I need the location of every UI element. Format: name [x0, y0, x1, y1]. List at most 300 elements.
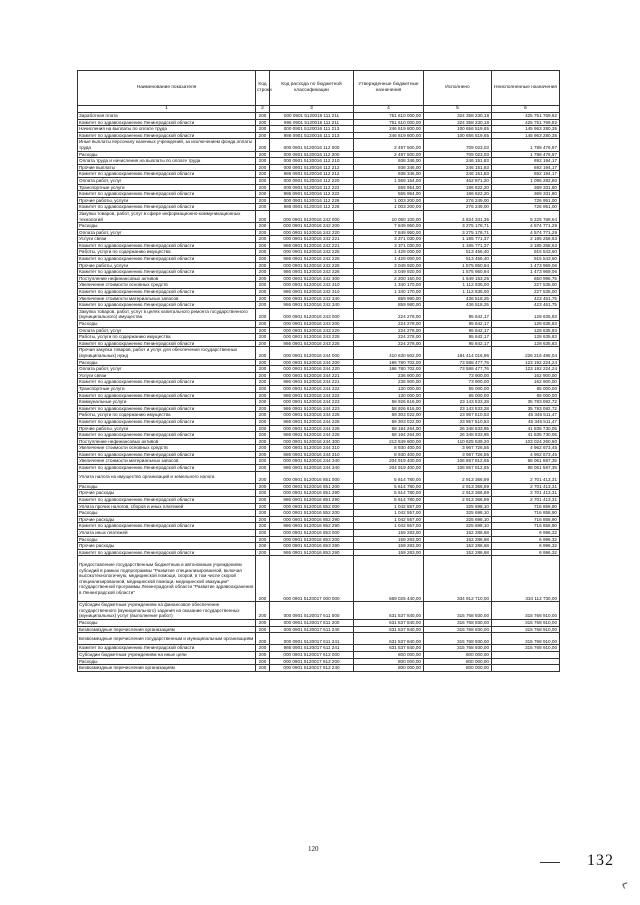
- row-executed-cell: 2 913 366,69: [424, 471, 492, 483]
- row-name-cell: Комитет по здравоохранению Ленинградской области: [78, 256, 256, 263]
- row-code-cell: 200: [256, 164, 270, 171]
- header-approved: Утвержденные бюджетные назначения: [354, 71, 424, 106]
- table-row: [78, 275, 560, 282]
- row-executed-cell: 513 456,40: [424, 256, 492, 263]
- table-row: [78, 412, 560, 419]
- row-name-cell: Работы, услуги по содержанию имущества: [78, 412, 256, 419]
- row-executed-cell: 324 358 230,18: [424, 119, 492, 126]
- row-kbk-cell: 986 0901 5120016 852 290: [270, 523, 354, 530]
- row-executed-cell: 26 348 533,95: [424, 425, 492, 432]
- row-executed-cell: 436 518,25: [424, 295, 492, 302]
- table-header-row: [78, 71, 560, 106]
- row-executed-cell: 276 249,00: [424, 204, 492, 211]
- row-unexecuted-cell: 4 574 771,29: [492, 229, 560, 236]
- row-code-cell: 200: [256, 530, 270, 537]
- row-kbk-cell: 986 0901 5120016 244 223: [270, 405, 354, 412]
- row-kbk-cell: 000 0901 5120016 243 220: [270, 327, 354, 334]
- row-name-cell: Транспортные услуги: [78, 184, 256, 191]
- row-kbk-cell: 986 0901 5120016 244 226: [270, 432, 354, 439]
- row-name-cell: Расходы: [78, 536, 256, 543]
- row-approved-cell: 3 049 920,00: [354, 269, 424, 276]
- table-row: [78, 236, 560, 243]
- divider: [540, 862, 560, 863]
- row-unexecuted-cell: 716 858,90: [492, 516, 560, 523]
- row-unexecuted-cell: 45 345 511,47: [492, 412, 560, 419]
- table-row: [78, 432, 560, 439]
- table-row: [78, 523, 560, 530]
- row-kbk-cell: 000 0901 5120016 244 310: [270, 445, 354, 452]
- table-row: [78, 191, 560, 198]
- table-row: [78, 399, 560, 406]
- row-code-cell: 200: [256, 191, 270, 198]
- row-approved-cell: 800 000,00: [354, 665, 424, 672]
- row-kbk-cell: 000 0901 5120017 611 241: [270, 633, 354, 645]
- row-kbk-cell: 000 0901 5120016 244 220: [270, 366, 354, 373]
- table-row: [78, 490, 560, 497]
- row-code-cell: 200: [256, 132, 270, 139]
- row-executed-cell: 186 622,20: [424, 191, 492, 198]
- row-name-cell: Работы, услуги по содержанию имущества: [78, 249, 256, 256]
- row-kbk-cell: 000 0901 5120017 612 000: [270, 651, 354, 658]
- row-executed-cell: 95 642,17: [424, 308, 492, 320]
- row-kbk-cell: 000 0901 5120016 244 221: [270, 372, 354, 379]
- row-approved-cell: 669 025 440,00: [354, 556, 424, 602]
- row-approved-cell: 1 429 000,00: [354, 249, 424, 256]
- table-row: [78, 543, 560, 550]
- row-name-cell: Оплата работ, услуг: [78, 177, 256, 184]
- row-kbk-cell: 986 0901 5120017 611 241: [270, 645, 354, 652]
- row-name-cell: Безвозмездные перечисления государственным и муниципальным организациям: [78, 633, 256, 645]
- row-executed-cell: 110 825 539,20: [424, 438, 492, 445]
- row-kbk-cell: 986 0901 5120016 112 212: [270, 171, 354, 178]
- row-code-cell: 200: [256, 418, 270, 425]
- row-name-cell: Комитет по здравоохранению Ленинградской области: [78, 269, 256, 276]
- row-name-cell: Комитет по здравоохранению Ленинградской области: [78, 171, 256, 178]
- row-unexecuted-cell: 726 951,00: [492, 204, 560, 211]
- row-code-cell: 200: [256, 158, 270, 165]
- row-name-cell: Предоставление государственным бюджетным и автономным учреждениям субсидий в рамках подпрограммы "Развитие специализированной, включая высокотехнологичную, медицинской помощи, скорой, в том числе скорой специализированной, медицинской помощи, медицинской эвакуации" государственной программы Ленинградской области "Развитие здравоохранения в Ленинградской области": [78, 556, 256, 602]
- row-executed-cell: 2 913 366,69: [424, 497, 492, 504]
- row-name-cell: Расходы: [78, 359, 256, 366]
- table-row: [78, 126, 560, 133]
- row-approved-cell: 246 619 800,00: [354, 126, 424, 133]
- row-executed-cell: 315 768 930,00: [424, 626, 492, 633]
- table-row: [78, 119, 560, 126]
- table-row: [78, 151, 560, 158]
- row-approved-cell: 7 849 950,00: [354, 229, 424, 236]
- table-row: [78, 327, 560, 334]
- row-approved-cell: 2 497 500,00: [354, 151, 424, 158]
- row-kbk-cell: 986 0901 5120016 242 225: [270, 256, 354, 263]
- row-executed-cell: 3 967 726,55: [424, 445, 492, 452]
- row-unexecuted-cell: 65 000,00: [492, 385, 560, 392]
- row-executed-cell: 800 000,00: [424, 665, 492, 672]
- row-code-cell: 200: [256, 399, 270, 406]
- row-approved-cell: 196 780 702,00: [354, 359, 424, 366]
- row-unexecuted-cell: 5 225 768,64: [492, 210, 560, 222]
- row-code-cell: 200: [256, 347, 270, 359]
- row-code-cell: 200: [256, 236, 270, 243]
- row-unexecuted-cell: 334 112 730,00: [492, 556, 560, 602]
- row-unexecuted-cell: 145 963 280,35: [492, 126, 560, 133]
- scan-mark: [622, 882, 628, 888]
- row-kbk-cell: 986 0901 5120016 242 221: [270, 242, 354, 249]
- row-executed-cell: 73 900,00: [424, 379, 492, 386]
- row-executed-cell: 709 023,03: [424, 139, 492, 151]
- header-kbk: Код расхода по бюджетной классификации: [270, 71, 354, 106]
- row-unexecuted-cell: 315 768 910,00: [492, 602, 560, 620]
- row-approved-cell: 859 980,00: [354, 302, 424, 309]
- row-unexecuted-cell: 226 216 485,04: [492, 347, 560, 359]
- row-approved-cell: 69 303 022,00: [354, 418, 424, 425]
- row-unexecuted-cell: 716 858,90: [492, 510, 560, 517]
- row-unexecuted-cell: 162 900,00: [492, 379, 560, 386]
- row-kbk-cell: 986 0901 5120016 853 290: [270, 549, 354, 556]
- row-kbk-cell: 000 0901 5120016 244 223: [270, 399, 354, 406]
- row-unexecuted-cell: 128 635,83: [492, 327, 560, 334]
- row-name-cell: Работы, услуги по содержанию имущества: [78, 334, 256, 341]
- row-name-cell: Увеличение стоимости основных средств: [78, 282, 256, 289]
- row-code-cell: 200: [256, 197, 270, 204]
- row-unexecuted-cell: 227 535,00: [492, 282, 560, 289]
- row-code-cell: 200: [256, 503, 270, 510]
- row-kbk-cell: 986 0901 5120016 111 213: [270, 132, 354, 139]
- row-kbk-cell: 000 0901 5120017 611 240: [270, 626, 354, 633]
- row-approved-cell: 800 000,00: [354, 658, 424, 665]
- row-executed-cell: 315 768 930,00: [424, 602, 492, 620]
- row-unexecuted-cell: 315 768 910,00: [492, 619, 560, 626]
- row-name-cell: Расходы: [78, 510, 256, 517]
- row-approved-cell: 246 619 800,00: [354, 132, 424, 139]
- row-code-cell: 200: [256, 471, 270, 483]
- row-executed-cell: 184 414 016,96: [424, 347, 492, 359]
- row-name-cell: Безвозмездные перечисления организациям: [78, 665, 256, 672]
- row-kbk-cell: 986 0901 5120016 242 340: [270, 302, 354, 309]
- row-kbk-cell: 000 0901 5120016 852 290: [270, 516, 354, 523]
- row-approved-cell: 751 610 000,00: [354, 119, 424, 126]
- row-executed-cell: 152 286,68: [424, 536, 492, 543]
- row-kbk-cell: 000 0901 5120017 000 000: [270, 556, 354, 602]
- row-code-cell: 200: [256, 536, 270, 543]
- column-number-row: [78, 106, 560, 113]
- row-code-cell: 200: [256, 171, 270, 178]
- row-approved-cell: 5 614 780,00: [354, 471, 424, 483]
- row-unexecuted-cell: 726 951,00: [492, 197, 560, 204]
- row-executed-cell: 23 143 533,28: [424, 399, 492, 406]
- row-code-cell: 200: [256, 626, 270, 633]
- table-row: [78, 556, 560, 602]
- row-executed-cell: 95 642,17: [424, 334, 492, 341]
- row-name-cell: Комитет по здравоохранению Ленинградской области: [78, 523, 256, 530]
- row-kbk-cell: 000 0901 5120016 244 200: [270, 359, 354, 366]
- row-name-cell: Коммунальные услуги: [78, 399, 256, 406]
- row-unexecuted-cell: 35 783 082,72: [492, 405, 560, 412]
- row-code-cell: 200: [256, 321, 270, 328]
- header-name: Наименование показателя: [78, 71, 256, 106]
- row-unexecuted-cell: 4 962 673,45: [492, 451, 560, 458]
- row-unexecuted-cell: 692 194,17: [492, 158, 560, 165]
- row-name-cell: Расходы: [78, 321, 256, 328]
- row-approved-cell: 631 537 840,00: [354, 619, 424, 626]
- row-code-cell: 200: [256, 113, 270, 120]
- row-unexecuted-cell: [492, 651, 560, 658]
- table-row: [78, 262, 560, 269]
- row-approved-cell: 8 930 400,00: [354, 451, 424, 458]
- row-approved-cell: 1 003 200,00: [354, 204, 424, 211]
- row-approved-cell: 224 278,00: [354, 340, 424, 347]
- row-approved-cell: 1 559 154,00: [354, 177, 424, 184]
- row-kbk-cell: 000 0901 5120016 851 200: [270, 483, 354, 490]
- table-row: [78, 366, 560, 373]
- row-approved-cell: 5 614 780,00: [354, 483, 424, 490]
- page-number: 120: [308, 845, 319, 853]
- row-kbk-cell: 000 0901 5120016 111 211: [270, 113, 354, 120]
- row-kbk-cell: 000 0901 5120016 244 300: [270, 438, 354, 445]
- table-row: [78, 619, 560, 626]
- row-kbk-cell: 000 0901 5120016 242 220: [270, 229, 354, 236]
- row-code-cell: 200: [256, 490, 270, 497]
- row-executed-cell: 246 151,83: [424, 158, 492, 165]
- row-kbk-cell: 000 0901 5120016 242 226: [270, 262, 354, 269]
- row-name-cell: Комитет по здравоохранению Ленинградской области: [78, 549, 256, 556]
- row-code-cell: 200: [256, 458, 270, 465]
- row-code-cell: 200: [256, 242, 270, 249]
- row-name-cell: Комитет по здравоохранению Ленинградской области: [78, 405, 256, 412]
- row-unexecuted-cell: 65 000,00: [492, 392, 560, 399]
- row-name-cell: Комитет по здравоохранению Ленинградской области: [78, 497, 256, 504]
- row-kbk-cell: 000 0901 5120016 242 225: [270, 249, 354, 256]
- row-executed-cell: 246 151,83: [424, 164, 492, 171]
- row-code-cell: 200: [256, 556, 270, 602]
- table-row: [78, 171, 560, 178]
- row-code-cell: 200: [256, 633, 270, 645]
- table-row: [78, 385, 560, 392]
- row-code-cell: 200: [256, 139, 270, 151]
- header-code: Код строки: [256, 71, 270, 106]
- row-approved-cell: 213 849 800,00: [354, 438, 424, 445]
- row-code-cell: 200: [256, 366, 270, 373]
- row-kbk-cell: 986 0901 5120016 242 226: [270, 269, 354, 276]
- row-approved-cell: 58 926 616,00: [354, 399, 424, 406]
- row-kbk-cell: 000 0901 5120016 111 213: [270, 126, 354, 133]
- table-row: [78, 334, 560, 341]
- row-code-cell: 200: [256, 510, 270, 517]
- row-executed-cell: 1 575 950,94: [424, 269, 492, 276]
- table-row: [78, 177, 560, 184]
- row-code-cell: 200: [256, 405, 270, 412]
- row-executed-cell: 325 698,10: [424, 510, 492, 517]
- table-row: [78, 256, 560, 263]
- row-executed-cell: 315 768 930,00: [424, 645, 492, 652]
- row-code-cell: 200: [256, 262, 270, 269]
- row-code-cell: 200: [256, 282, 270, 289]
- row-unexecuted-cell: 2 701 413,31: [492, 483, 560, 490]
- row-unexecuted-cell: 692 194,17: [492, 164, 560, 171]
- table-row: [78, 392, 560, 399]
- row-name-cell: Расходы: [78, 619, 256, 626]
- row-executed-cell: 462 871,20: [424, 177, 492, 184]
- table-row: [78, 497, 560, 504]
- row-approved-cell: 159 283,00: [354, 549, 424, 556]
- row-code-cell: 200: [256, 497, 270, 504]
- row-unexecuted-cell: 6 996,32: [492, 549, 560, 556]
- row-unexecuted-cell: 128 635,83: [492, 308, 560, 320]
- row-name-cell: Уплата налога на имущество организаций и земельного налога: [78, 471, 256, 483]
- row-code-cell: 200: [256, 151, 270, 158]
- row-name-cell: Поступление нефинансовых активов: [78, 438, 256, 445]
- row-approved-cell: 631 537 840,00: [354, 633, 424, 645]
- report-sheet: [77, 70, 559, 672]
- row-unexecuted-cell: 1 473 969,06: [492, 262, 560, 269]
- table-row: [78, 536, 560, 543]
- row-approved-cell: 938 346,00: [354, 164, 424, 171]
- table-row: [78, 289, 560, 296]
- row-name-cell: Оплата труда и начисления на выплаты по оплате труда: [78, 158, 256, 165]
- column-number: 2: [256, 106, 270, 113]
- row-unexecuted-cell: 41 835 730,05: [492, 425, 560, 432]
- row-kbk-cell: 000 0901 5120016 242 221: [270, 236, 354, 243]
- row-code-cell: 200: [256, 177, 270, 184]
- row-executed-cell: 23 957 510,53: [424, 418, 492, 425]
- table-row: [78, 229, 560, 236]
- row-name-cell: Комитет по здравоохранению Ленинградской области: [78, 204, 256, 211]
- row-name-cell: Закупка товаров, работ, услуг в сфере информационно-коммуникационных технологий: [78, 210, 256, 222]
- row-kbk-cell: 986 0901 5120016 244 221: [270, 379, 354, 386]
- row-kbk-cell: 000 0901 5120016 242 200: [270, 223, 354, 230]
- row-code-cell: 200: [256, 229, 270, 236]
- row-approved-cell: 8 930 400,00: [354, 445, 424, 452]
- row-approved-cell: 1 003 200,00: [354, 197, 424, 204]
- table-row: [78, 626, 560, 633]
- row-approved-cell: 410 630 502,00: [354, 347, 424, 359]
- row-executed-cell: 73 588 477,76: [424, 366, 492, 373]
- row-code-cell: 200: [256, 645, 270, 652]
- row-code-cell: 200: [256, 543, 270, 550]
- row-unexecuted-cell: 369 331,80: [492, 191, 560, 198]
- budget-execution-table: [77, 70, 560, 672]
- row-executed-cell: 23 143 533,28: [424, 405, 492, 412]
- row-name-cell: Комитет по здравоохранению Ленинградской области: [78, 191, 256, 198]
- row-approved-cell: 159 283,00: [354, 536, 424, 543]
- row-executed-cell: 152 286,68: [424, 530, 492, 537]
- row-unexecuted-cell: 716 858,90: [492, 503, 560, 510]
- row-name-cell: Прочие расходы: [78, 543, 256, 550]
- row-kbk-cell: 000 0901 5120016 851 290: [270, 490, 354, 497]
- row-name-cell: Начисления на выплаты по оплате труда: [78, 126, 256, 133]
- row-code-cell: 200: [256, 275, 270, 282]
- row-approved-cell: 236 900,00: [354, 372, 424, 379]
- row-code-cell: 200: [256, 523, 270, 530]
- row-name-cell: Прочие расходы: [78, 516, 256, 523]
- row-executed-cell: 152 286,68: [424, 549, 492, 556]
- table-row: [78, 210, 560, 222]
- row-kbk-cell: 000 0901 5120017 611 000: [270, 602, 354, 620]
- row-code-cell: 200: [256, 432, 270, 439]
- column-number: 1: [78, 106, 256, 113]
- row-unexecuted-cell: 35 783 082,72: [492, 399, 560, 406]
- row-approved-cell: 224 278,00: [354, 327, 424, 334]
- table-row: [78, 113, 560, 120]
- row-kbk-cell: 986 0901 5120016 112 226: [270, 204, 354, 211]
- row-unexecuted-cell: 162 900,00: [492, 372, 560, 379]
- row-approved-cell: 196 780 702,00: [354, 366, 424, 373]
- row-code-cell: 200: [256, 334, 270, 341]
- row-kbk-cell: 986 0901 5120016 112 222: [270, 191, 354, 198]
- row-kbk-cell: 000 0901 5120016 112 210: [270, 158, 354, 165]
- row-code-cell: 200: [256, 465, 270, 472]
- row-name-cell: Комитет по здравоохранению Ленинградской области: [78, 645, 256, 652]
- row-approved-cell: 859 980,00: [354, 295, 424, 302]
- row-approved-cell: 5 614 780,00: [354, 497, 424, 504]
- row-approved-cell: 1 042 557,00: [354, 510, 424, 517]
- row-name-cell: Субсидии бюджетным учреждениям на финансовое обеспечение государственного (муниципального) задания на оказание государственных (муниципальных) услуг (выполнение работ): [78, 602, 256, 620]
- row-code-cell: 200: [256, 602, 270, 620]
- row-approved-cell: 3 371 030,00: [354, 242, 424, 249]
- row-code-cell: 200: [256, 651, 270, 658]
- row-executed-cell: 65 000,00: [424, 392, 492, 399]
- row-name-cell: Субсидии бюджетным учреждениям на иные цели: [78, 651, 256, 658]
- row-kbk-cell: 000 0901 5120016 112 000: [270, 139, 354, 151]
- row-unexecuted-cell: 227 535,00: [492, 289, 560, 296]
- table-row: [78, 602, 560, 620]
- row-name-cell: Расходы: [78, 223, 256, 230]
- column-number: 6: [492, 106, 560, 113]
- row-kbk-cell: 000 0901 5120016 243 200: [270, 321, 354, 328]
- row-unexecuted-cell: 425 751 769,82: [492, 113, 560, 120]
- row-unexecuted-cell: 315 768 910,00: [492, 633, 560, 645]
- row-code-cell: 200: [256, 184, 270, 191]
- row-kbk-cell: 000 0901 5120016 242 300: [270, 275, 354, 282]
- row-executed-cell: 3 275 178,71: [424, 229, 492, 236]
- column-number: 3: [270, 106, 354, 113]
- row-approved-cell: 1 042 557,00: [354, 503, 424, 510]
- header-executed: Исполнено: [424, 71, 492, 106]
- row-unexecuted-cell: 6 996,32: [492, 530, 560, 537]
- row-approved-cell: 224 278,00: [354, 334, 424, 341]
- row-kbk-cell: 000 0901 5120017 612 240: [270, 665, 354, 672]
- row-name-cell: Прочие работы, услуги: [78, 197, 256, 204]
- table-row: [78, 530, 560, 537]
- row-unexecuted-cell: 103 024 260,80: [492, 438, 560, 445]
- row-code-cell: 200: [256, 445, 270, 452]
- table-row: [78, 549, 560, 556]
- row-name-cell: Увеличение стоимости материальных запасов: [78, 458, 256, 465]
- row-approved-cell: 69 303 022,00: [354, 412, 424, 419]
- row-executed-cell: 95 642,17: [424, 327, 492, 334]
- table-row: [78, 483, 560, 490]
- row-kbk-cell: 000 0901 5120016 242 340: [270, 295, 354, 302]
- row-unexecuted-cell: 145 963 280,35: [492, 132, 560, 139]
- row-code-cell: 200: [256, 119, 270, 126]
- row-executed-cell: 95 642,17: [424, 340, 492, 347]
- row-unexecuted-cell: 716 858,90: [492, 523, 560, 530]
- row-code-cell: 200: [256, 256, 270, 263]
- row-unexecuted-cell: 915 543,60: [492, 256, 560, 263]
- row-code-cell: 200: [256, 269, 270, 276]
- row-approved-cell: 800 000,00: [354, 651, 424, 658]
- table-row: [78, 658, 560, 665]
- row-kbk-cell: 986 0901 5120016 243 225: [270, 340, 354, 347]
- row-name-cell: Оплата работ, услуг: [78, 327, 256, 334]
- row-name-cell: Расходы: [78, 483, 256, 490]
- row-kbk-cell: 000 0901 5120016 244 226: [270, 425, 354, 432]
- row-kbk-cell: 000 0901 5120017 612 200: [270, 658, 354, 665]
- row-approved-cell: 2 200 150,00: [354, 275, 424, 282]
- row-unexecuted-cell: 45 345 511,47: [492, 418, 560, 425]
- table-row: [78, 516, 560, 523]
- row-unexecuted-cell: 2 701 413,31: [492, 497, 560, 504]
- row-unexecuted-cell: 123 192 224,24: [492, 366, 560, 373]
